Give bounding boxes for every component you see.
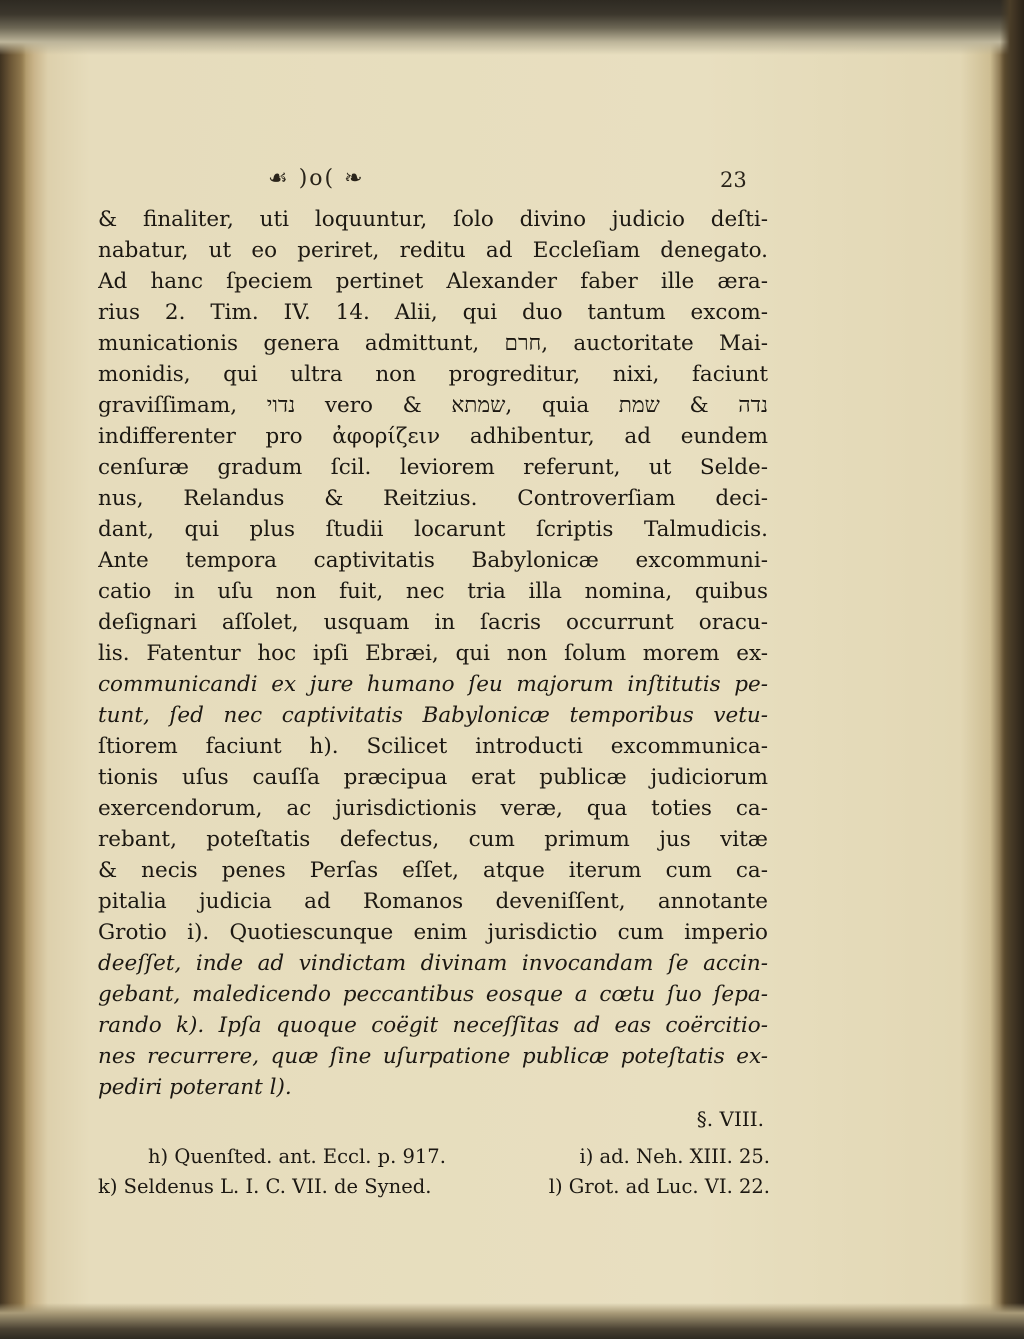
- text-line: exercendorum, ac jurisdictionis veræ, qua toties ca-: [98, 796, 768, 821]
- book-binding-edge: [0, 0, 26, 1339]
- main-text-block: [98, 204, 770, 1103]
- text-line: cenſuræ gradum ſcil. leviorem referunt, ut Selde-: [98, 455, 768, 480]
- text-line: Ad hanc ſpeciem pertinet Alexander faber ille æra-: [98, 269, 768, 294]
- text-line: dant, qui plus ſtudii locarunt ſcriptis Talmudicis.: [98, 517, 768, 542]
- page-header: [98, 166, 770, 204]
- text-line: pitalia judicia ad Romanos deveniſſent, annotante: [98, 889, 768, 914]
- text-line: nes recurrere, quæ ſine uſurpatione publicæ poteſtatis ex-: [98, 1044, 768, 1069]
- text-line: communicandi ex jure humano ſeu majorum inſtitutis pe-: [98, 672, 768, 697]
- right-page-edge: [1000, 0, 1024, 1339]
- text-line: rando k). Ipſa quoque coëgit neceſſitas ad eas coërcitio-: [98, 1013, 768, 1038]
- footnote-row: [98, 1142, 770, 1172]
- text-line: indifferenter pro ἀφορίζειν adhibentur, ad eundem: [98, 424, 768, 449]
- text-line: rebant, poteſtatis defectus, cum primum jus vitæ: [98, 827, 768, 852]
- section-number: §. VIII.: [696, 1107, 764, 1131]
- text-line: nus, Relandus & Reitzius. Controverſiam deci-: [98, 486, 768, 511]
- footnotes: [98, 1142, 770, 1202]
- footnote-row: [98, 1172, 770, 1202]
- page-body: [98, 166, 770, 1202]
- running-head-ornament: ☙ )o( ❧: [268, 166, 365, 191]
- text-line: nabatur, ut eo periret, reditu ad Eccleſiam denegato.: [98, 238, 768, 263]
- text-line: tionis uſus cauſſa præcipua erat publicæ judiciorum: [98, 765, 768, 790]
- section-heading: [98, 1107, 770, 1140]
- top-page-edge: [0, 0, 1024, 55]
- text-line: deſignari aſſolet, usquam in ſacris occurrunt oracu-: [98, 610, 768, 635]
- footnote-h: h) Quenſted. ant. Eccl. p. 917.: [148, 1145, 446, 1168]
- page-number: 23: [720, 168, 747, 192]
- footnote-l: l) Grot. ad Luc. VI. 22.: [548, 1175, 770, 1198]
- text-line: pediri poterant l).: [98, 1075, 292, 1100]
- bottom-page-edge: [0, 1303, 1024, 1339]
- text-line: monidis, qui ultra non progreditur, nixi, faciunt: [98, 362, 768, 387]
- text-line: & finaliter, uti loquuntur, ſolo divino judicio deſti-: [98, 207, 768, 232]
- text-line: & necis penes Perſas eſſet, atque iterum cum ca-: [98, 858, 768, 883]
- text-line: graviſſimam, נדוי vero & שמתא, quia נדה & שמת: [98, 393, 768, 418]
- text-line: gebant, maledicendo peccantibus eosque a cœtu ſuo ſepa-: [98, 982, 768, 1007]
- text-line: lis. Fatentur hoc ipſi Ebræi, qui non ſolum morem ex-: [98, 641, 768, 666]
- text-line: ſtiorem faciunt h). Scilicet introducti excommunica-: [98, 734, 768, 759]
- text-line: tunt, ſed nec captivitatis Babylonicæ temporibus vetu-: [98, 703, 768, 728]
- text-line: rius 2. Tim. IV. 14. Alii, qui duo tantum excom-: [98, 300, 768, 325]
- text-line: municationis genera admittunt, חרם, auctoritate Mai-: [98, 331, 768, 356]
- text-line: catio in uſu non fuit, nec tria illa nomina, quibus: [98, 579, 768, 604]
- footnote-i: i) ad. Neh. XIII. 25.: [579, 1145, 770, 1168]
- footnote-k: k) Seldenus L. I. C. VII. de Syned.: [98, 1175, 432, 1198]
- text-line: deeſſet, inde ad vindictam divinam invocandam ſe accin-: [98, 951, 768, 976]
- text-line: Ante tempora captivitatis Babylonicæ excommuni-: [98, 548, 768, 573]
- text-line: Grotio i). Quotiescunque enim jurisdictio cum imperio: [98, 920, 768, 945]
